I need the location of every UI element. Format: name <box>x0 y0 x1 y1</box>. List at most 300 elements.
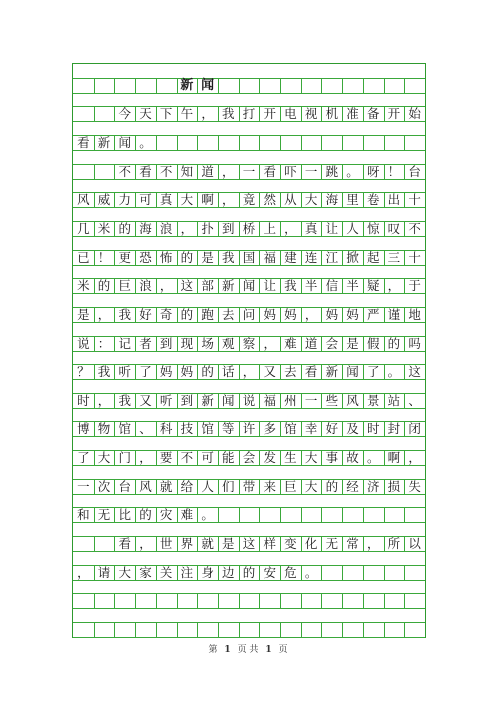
text-char: 记 <box>118 335 132 351</box>
grid-row-line <box>73 622 425 623</box>
text-char: 不 <box>159 163 173 179</box>
text-char: 机 <box>325 106 339 122</box>
grid-cell-divider <box>177 622 178 637</box>
grid-cell-divider <box>342 135 343 150</box>
grid-cell-divider <box>259 78 260 93</box>
text-char: 了 <box>139 364 152 380</box>
text-char: 呀 <box>366 163 380 179</box>
text-char: 台 <box>118 478 132 494</box>
grid-row-line <box>73 608 425 609</box>
text-char: 失 <box>408 478 421 494</box>
text-char: 、 <box>139 421 152 437</box>
text-char: 于 <box>408 278 421 294</box>
text-char: 世 <box>159 536 173 552</box>
text-char: 现 <box>180 335 194 351</box>
text-char: 闻 <box>346 364 359 380</box>
text-char: ， <box>97 392 111 408</box>
text-char: 大 <box>118 564 132 580</box>
grid-cell-divider <box>135 78 136 93</box>
grid-cell-divider <box>342 507 343 522</box>
text-char: 信 <box>325 278 339 294</box>
grid-cell-divider <box>342 565 343 580</box>
text-char: 去 <box>222 306 235 322</box>
text-char: 台 <box>408 163 421 179</box>
grid-cell-divider <box>94 536 95 551</box>
text-char: 难 <box>284 335 297 351</box>
grid-cell-divider <box>239 78 240 93</box>
grid-cell-divider <box>280 622 281 637</box>
text-char: 是 <box>201 249 214 265</box>
text-char: 让 <box>325 220 339 236</box>
grid-cell-divider <box>218 78 219 93</box>
grid-cell-divider <box>94 106 95 121</box>
text-char: 好 <box>139 306 152 322</box>
grid-cell-divider <box>239 593 240 608</box>
text-char: ， <box>242 364 256 380</box>
grid-cell-divider <box>280 78 281 93</box>
text-char: 道 <box>201 163 214 179</box>
text-char: 我 <box>222 106 235 122</box>
text-char: 。 <box>366 450 380 466</box>
text-char: 是 <box>346 335 359 351</box>
text-char: 经 <box>346 478 359 494</box>
text-char: 闻 <box>118 134 132 150</box>
grid-row-line <box>73 522 425 523</box>
text-char: 吓 <box>284 163 297 179</box>
text-char: 新 <box>201 392 214 408</box>
text-char: 景 <box>366 392 380 408</box>
text-char: 注 <box>180 564 194 580</box>
grid-cell-divider <box>321 565 322 580</box>
footer-prefix: 第 <box>208 645 218 655</box>
text-char: 疑 <box>366 278 380 294</box>
text-char: 带 <box>242 478 256 494</box>
text-char: 又 <box>263 364 276 380</box>
grid-cell-divider <box>94 622 95 637</box>
text-char: 风 <box>346 392 359 408</box>
text-char: 馆 <box>284 421 297 437</box>
text-char: 要 <box>159 450 173 466</box>
grid-cell-divider <box>321 622 322 637</box>
grid-row-line <box>73 179 425 180</box>
text-char: 。 <box>346 163 359 179</box>
grid-row-line <box>73 150 425 151</box>
grid-cell-divider <box>321 507 322 522</box>
text-char: 新 <box>222 278 235 294</box>
text-char: 说 <box>242 392 256 408</box>
grid-cell-divider <box>259 135 260 150</box>
grid-cell-divider <box>301 135 302 150</box>
grid-cell-divider <box>94 593 95 608</box>
text-char: 的 <box>242 564 256 580</box>
text-char: 到 <box>180 392 194 408</box>
text-char: 闭 <box>408 421 421 437</box>
text-char: 难 <box>180 507 194 523</box>
grid-row-line <box>73 93 425 94</box>
grid-cell-divider <box>404 622 405 637</box>
grid-cell-divider <box>384 78 385 93</box>
grid-cell-divider <box>114 78 115 93</box>
page-footer <box>0 642 496 655</box>
text-char: 安 <box>263 564 276 580</box>
text-char: 怖 <box>159 249 173 265</box>
text-char: 一 <box>242 163 256 179</box>
grid-cell-divider <box>301 507 302 522</box>
grid-row-line <box>73 494 425 495</box>
text-char: 样 <box>263 536 276 552</box>
text-char: 们 <box>222 478 235 494</box>
text-char: 三 <box>387 249 401 265</box>
text-char: 的 <box>387 335 401 351</box>
text-char: ？ <box>77 364 90 380</box>
grid-cell-divider <box>177 135 178 150</box>
grid-cell-divider <box>218 622 219 637</box>
grid-cell-divider <box>197 593 198 608</box>
text-char: 比 <box>118 507 132 523</box>
text-char: 能 <box>222 450 235 466</box>
text-char: 请 <box>97 564 111 580</box>
text-char: 州 <box>284 392 297 408</box>
grid-cell-divider <box>156 622 157 637</box>
text-char: 让 <box>263 278 276 294</box>
text-char: 扑 <box>201 220 214 236</box>
text-char: 事 <box>325 450 339 466</box>
text-char: 问 <box>242 306 256 322</box>
text-char: 新 <box>97 134 111 150</box>
text-char: 物 <box>97 421 111 437</box>
text-char: 化 <box>304 536 318 552</box>
text-char: 了 <box>366 364 380 380</box>
text-char: 知 <box>180 163 194 179</box>
grid-cell-divider <box>384 622 385 637</box>
text-char: ， <box>201 106 214 122</box>
text-char: ， <box>284 220 297 236</box>
text-char: 叹 <box>387 220 401 236</box>
text-char: 的 <box>97 278 111 294</box>
text-char: ， <box>159 278 173 294</box>
text-char: 是 <box>77 306 90 322</box>
grid-cell-divider <box>94 164 95 179</box>
text-char: 及 <box>346 421 359 437</box>
text-char: 的 <box>201 364 214 380</box>
text-char: 人 <box>201 478 214 494</box>
text-char: 了 <box>77 450 90 466</box>
text-char: ， <box>304 306 318 322</box>
text-char: 这 <box>180 278 194 294</box>
grid-cell-divider <box>280 593 281 608</box>
grid-cell-divider <box>114 622 115 637</box>
text-char: 故 <box>346 450 359 466</box>
grid-row-line <box>73 121 425 122</box>
text-char: ， <box>77 564 90 580</box>
text-char: 科 <box>159 421 173 437</box>
grid-cell-divider <box>321 78 322 93</box>
text-char: 真 <box>304 220 318 236</box>
text-char: 家 <box>139 564 152 580</box>
text-char: 十 <box>408 249 421 265</box>
grid-cell-divider <box>321 593 322 608</box>
text-char: 。 <box>387 364 401 380</box>
grid-cell-divider <box>342 593 343 608</box>
text-char: 时 <box>366 421 380 437</box>
text-char: 看 <box>77 134 90 150</box>
text-char: 就 <box>159 478 173 494</box>
text-char: 看 <box>139 163 152 179</box>
text-char: 大 <box>304 192 318 208</box>
text-char: 妈 <box>284 306 297 322</box>
text-char: 福 <box>263 249 276 265</box>
text-char: 一 <box>77 478 90 494</box>
text-char: ， <box>222 163 235 179</box>
grid-cell-divider <box>259 593 260 608</box>
grid-row-line <box>73 351 425 352</box>
grid-paper <box>72 63 426 638</box>
grid-cell-divider <box>301 78 302 93</box>
text-char: 国 <box>242 249 256 265</box>
text-char: 从 <box>284 192 297 208</box>
text-char: 假 <box>366 335 380 351</box>
text-char: 海 <box>325 192 339 208</box>
text-char: 浪 <box>159 220 173 236</box>
grid-cell-divider <box>301 622 302 637</box>
grid-cell-divider <box>363 135 364 150</box>
text-char: 半 <box>346 278 359 294</box>
grid-row-line <box>73 78 425 79</box>
text-char: 的 <box>180 249 194 265</box>
text-char: 然 <box>263 192 276 208</box>
grid-cell-divider <box>342 78 343 93</box>
text-char: 电 <box>284 106 297 122</box>
text-char: 海 <box>139 220 152 236</box>
text-char: 边 <box>222 564 235 580</box>
grid-row-line <box>73 293 425 294</box>
text-char: ， <box>97 306 111 322</box>
grid-cell-divider <box>363 622 364 637</box>
grid-cell-divider <box>363 565 364 580</box>
grid-cell-divider <box>404 565 405 580</box>
text-char: 里 <box>346 192 359 208</box>
text-char: 些 <box>325 392 339 408</box>
text-char: 起 <box>366 249 380 265</box>
text-char: 竟 <box>242 192 256 208</box>
footer-middle: 页 共 <box>237 645 259 655</box>
text-char: 闻 <box>222 392 235 408</box>
text-char: 威 <box>97 192 111 208</box>
text-char: 我 <box>118 306 132 322</box>
text-char: 更 <box>118 249 132 265</box>
text-char: 上 <box>263 220 276 236</box>
text-char: 等 <box>222 421 235 437</box>
text-char: 门 <box>118 450 132 466</box>
text-char: 始 <box>408 106 421 122</box>
text-char: 奇 <box>159 306 173 322</box>
text-char: 米 <box>97 220 111 236</box>
text-char: 掀 <box>346 249 359 265</box>
text-char: 济 <box>366 478 380 494</box>
text-char: 一 <box>304 163 318 179</box>
grid-row-line <box>73 436 425 437</box>
grid-cell-divider <box>114 593 115 608</box>
grid-cell-divider <box>363 593 364 608</box>
text-char: 变 <box>284 536 297 552</box>
title-char: 闻 <box>201 77 215 93</box>
text-char: 啊 <box>387 450 401 466</box>
text-char: 就 <box>201 536 214 552</box>
text-char: 许 <box>242 421 256 437</box>
text-char: 妈 <box>325 306 339 322</box>
grid-cell-divider <box>342 622 343 637</box>
text-char: 妈 <box>159 364 173 380</box>
text-char: 妈 <box>180 364 194 380</box>
text-char: 给 <box>180 478 194 494</box>
text-char: 察 <box>242 335 256 351</box>
text-char: 风 <box>139 478 152 494</box>
grid-cell-divider <box>156 135 157 150</box>
grid-cell-divider <box>218 593 219 608</box>
text-char: 地 <box>408 306 421 322</box>
grid-cell-divider <box>156 593 157 608</box>
text-char: 馆 <box>201 421 214 437</box>
grid-cell-divider <box>177 593 178 608</box>
grid-row-line <box>73 593 425 594</box>
grid-cell-divider <box>218 507 219 522</box>
text-char: 幸 <box>304 421 318 437</box>
text-char: 跑 <box>201 306 214 322</box>
text-char: ， <box>263 335 276 351</box>
text-char: 备 <box>366 106 380 122</box>
grid-cell-divider <box>239 622 240 637</box>
text-char: 卷 <box>366 192 380 208</box>
text-char: 所 <box>387 536 401 552</box>
grid-cell-divider <box>404 78 405 93</box>
text-char: 已 <box>77 249 90 265</box>
grid-row-line <box>73 580 425 581</box>
text-char: 不 <box>118 163 132 179</box>
text-char: 天 <box>139 106 152 122</box>
text-char: 来 <box>263 478 276 494</box>
text-char: 新 <box>325 364 339 380</box>
text-char: 到 <box>159 335 173 351</box>
text-char: 和 <box>77 507 90 523</box>
grid-row-line <box>73 207 425 208</box>
grid-row-line <box>73 379 425 380</box>
text-char: 闻 <box>242 278 256 294</box>
text-char: 这 <box>242 536 256 552</box>
text-char: 身 <box>201 564 214 580</box>
text-char: 听 <box>118 364 132 380</box>
text-char: 江 <box>325 249 339 265</box>
text-char: 说 <box>77 335 90 351</box>
text-char: 开 <box>263 106 276 122</box>
grid-cell-divider <box>384 507 385 522</box>
text-char: ， <box>387 278 401 294</box>
grid-cell-divider <box>135 593 136 608</box>
text-char: 的 <box>118 220 132 236</box>
text-char: ， <box>180 220 194 236</box>
text-char: 的 <box>325 478 339 494</box>
text-char: 好 <box>325 421 339 437</box>
text-char: 我 <box>118 392 132 408</box>
text-char: 危 <box>284 564 297 580</box>
grid-cell-divider <box>239 507 240 522</box>
grid-cell-divider <box>197 135 198 150</box>
text-char: 谨 <box>387 306 401 322</box>
text-char: 、 <box>408 392 421 408</box>
title-char: 新 <box>180 77 194 93</box>
text-char: 可 <box>139 192 152 208</box>
text-char: 吗 <box>408 335 421 351</box>
text-char: 这 <box>408 364 421 380</box>
text-char: 的 <box>180 306 194 322</box>
text-char: ， <box>408 450 421 466</box>
grid-cell-divider <box>280 135 281 150</box>
text-char: 又 <box>139 392 152 408</box>
grid-cell-divider <box>404 507 405 522</box>
text-char: 真 <box>159 192 173 208</box>
text-char: 界 <box>180 536 194 552</box>
footer-current-page: 1 <box>224 645 231 655</box>
grid-row-line <box>73 236 425 237</box>
grid-cell-divider <box>156 78 157 93</box>
text-char: 部 <box>201 278 214 294</box>
text-char: 生 <box>284 450 297 466</box>
text-char: 米 <box>77 278 90 294</box>
text-char: 我 <box>97 364 111 380</box>
grid-row-line <box>73 322 425 323</box>
text-char: 。 <box>304 564 318 580</box>
text-char: 不 <box>408 220 421 236</box>
text-char: 半 <box>304 278 318 294</box>
text-char: 技 <box>180 421 194 437</box>
text-char: 时 <box>77 392 90 408</box>
text-char: ， <box>222 192 235 208</box>
text-char: 馆 <box>118 421 132 437</box>
grid-cell-divider <box>259 622 260 637</box>
text-char: 建 <box>284 249 297 265</box>
text-char: ！ <box>97 249 111 265</box>
text-char: 大 <box>180 192 194 208</box>
text-char: 几 <box>77 220 90 236</box>
text-char: ， <box>139 450 152 466</box>
text-char: 无 <box>97 507 111 523</box>
grid-cell-divider <box>301 593 302 608</box>
grid-cell-divider <box>94 78 95 93</box>
text-char: 大 <box>97 450 111 466</box>
text-char: 午 <box>180 106 194 122</box>
text-char: 打 <box>242 106 256 122</box>
grid-cell-divider <box>384 565 385 580</box>
grid-cell-divider <box>197 622 198 637</box>
text-char: 不 <box>180 450 194 466</box>
text-char: 浪 <box>139 278 152 294</box>
text-char: 发 <box>263 450 276 466</box>
text-char: 出 <box>387 192 401 208</box>
grid-row-line <box>73 637 425 638</box>
text-char: 人 <box>346 220 359 236</box>
grid-row-line <box>73 265 425 266</box>
text-char: 博 <box>77 421 90 437</box>
text-char: 跳 <box>325 163 339 179</box>
grid-cell-divider <box>404 593 405 608</box>
grid-row-line <box>73 408 425 409</box>
text-char: 无 <box>325 536 339 552</box>
grid-cell-divider <box>384 135 385 150</box>
text-char: 到 <box>222 220 235 236</box>
text-char: 。 <box>139 134 152 150</box>
text-char: ： <box>97 335 111 351</box>
text-char: 会 <box>242 450 256 466</box>
text-char: 福 <box>263 392 276 408</box>
